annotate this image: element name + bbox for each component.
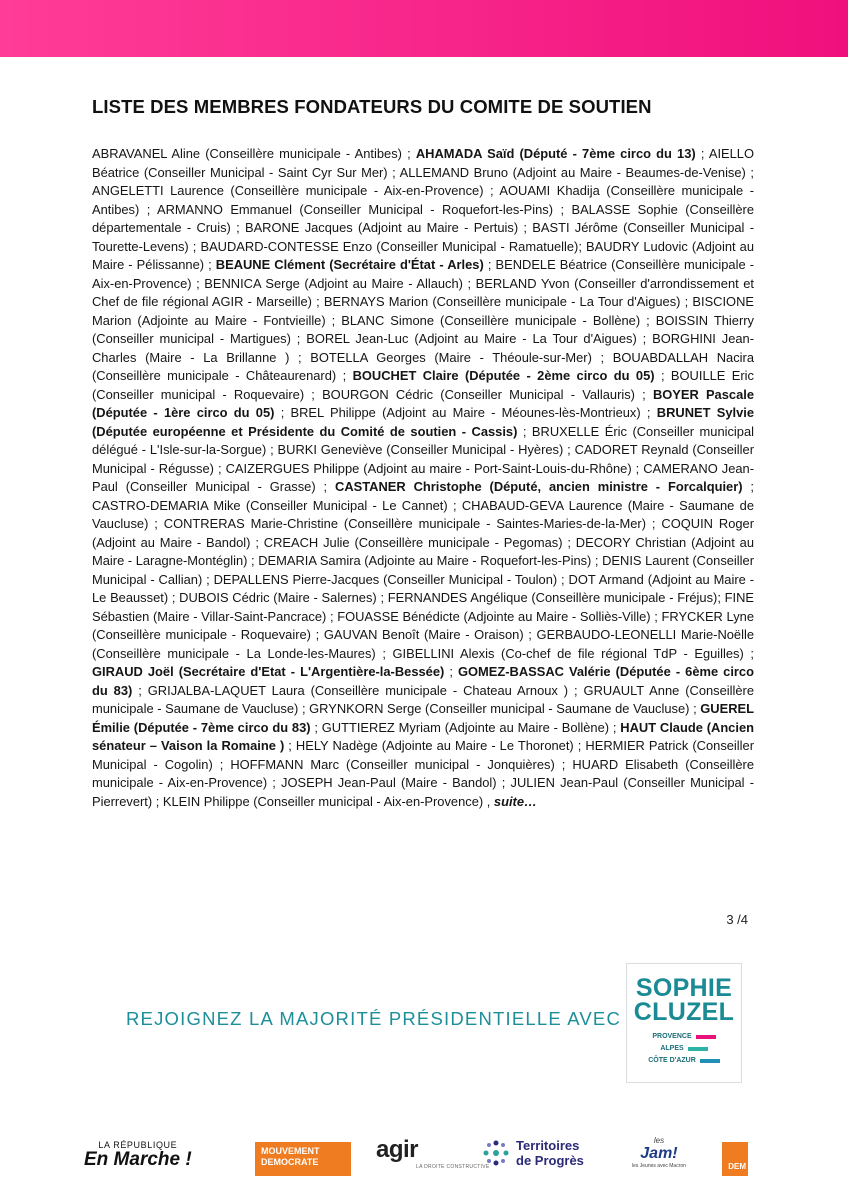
- logo-modem: [255, 1142, 351, 1176]
- candidate-logo: [626, 963, 742, 1083]
- member-segment-highlighted: CASTANER Christophe (Député, ancien ministre - Forcalquier): [335, 479, 743, 494]
- tdp-line-2: de Progrès: [516, 1153, 584, 1168]
- member-segment: ABRAVANEL Aline (Conseillère municipale - Antibes) ;: [92, 146, 416, 161]
- member-segment: ; HELY Nadège (Adjointe au Maire - Le Thoronet) ; HERMIER Patrick (Conseiller Municipal - Cogolin) ; HOFFMANN Marc (Conseiller municipal - Jonquières) ; HUARD Elisabeth (Conseillère municipale - Aix-en-Provence) ; JOSEPH Jean-Paul (Maire - Bandol) ; JULIEN Jean-Paul (Conseiller Municipal - Pierrevert) ; KLEIN Philippe (Conseiller municipal - Aix-en-Provence) ,: [92, 738, 754, 809]
- agir-subtitle: LA DROITE CONSTRUCTIVE: [416, 1164, 490, 1170]
- party-logos: [0, 1130, 848, 1190]
- stripe-teal: [688, 1047, 708, 1051]
- agir-text: agir: [376, 1136, 419, 1163]
- stripe-blue: [700, 1059, 720, 1063]
- candidate-last-name: CLUZEL: [633, 998, 735, 1026]
- suite-text: suite…: [493, 793, 537, 809]
- member-segment: ; GRIJALBA-LAQUET Laura (Conseillère municipale - Chateau Arnoux ) ; GRUAULT Anne (Conseillère municipale - Saumane de Vaucluse) ; GRYNKORN Serge (Conseiller municipal - Saumane de Vaucluse) ;: [92, 682, 754, 716]
- modem-line-2: DEMOCRATE: [261, 1157, 319, 1167]
- logo-dem: DEM: [722, 1142, 748, 1176]
- jam-subtitle: les Jeunes avec Macron: [632, 1163, 686, 1169]
- member-segment: ; BREL Philippe (Adjoint au Maire - Méounes-lès-Montrieux) ;: [274, 405, 657, 420]
- jam-text: Jam!: [640, 1145, 678, 1162]
- logo-lrem: [84, 1140, 192, 1170]
- member-segment-highlighted: BOYER Pascale (Députée - 1ère circo du 05): [92, 386, 754, 420]
- member-segment: ; AIELLO Béatrice (Conseiller Municipal - Saint Cyr Sur Mer) ; ALLEMAND Bruno (Adjoint au Maire - Beaumes-de-Venise) ; ANGELETTI Laurence (Conseillère municipale - Aix-en-Provence) ; AOUAMI Khadija (Conseillère municipale - Antibes) ; ARMANNO Emmanuel (Conseiller Municipal - Roquefort-les-Pins) ; BALASSE Sophie (Conseillère départementale - Cruis) ; BARONE Jacques (Adjoint au Maire - Pertuis) ; BASTI Jérôme (Conseiller Municipal - Tourette-Levens) ; BAUDARD-CONTESSE Enzo (Conseiller Municipal - Ramatuelle); BAUDRY Ludovic (Adjoint au Maire - Pélissanne) ;: [92, 146, 754, 272]
- logo-agir: [376, 1136, 490, 1170]
- member-segment: ; BOUILLE Eric (Conseiller municipal - Roquevaire) ; BOURGON Cédric (Conseiller Municipal - Vallauris) ;: [92, 368, 754, 402]
- members-list: [92, 145, 754, 811]
- member-segment: ;: [444, 664, 458, 679]
- jam-top-text: les: [653, 1136, 665, 1145]
- member-segment-highlighted: GIRAUD Joël (Secrétaire d'Etat - L'Argentière-la-Bessée): [92, 664, 445, 679]
- top-pink-band: [0, 0, 848, 57]
- region-cote-azur: CÔTE D'AZUR: [648, 1057, 696, 1064]
- member-segment: ; CASTRO-DEMARIA Mike (Conseiller Municipal - Le Cannet) ; CHABAUD-GEVA Laurence (Maire - Saumane de Vaucluse) ; CONTRERAS Marie-Christine (Conseillère municipale - Saintes-Maries-de-la-Mer) ; COQUIN Roger (Adjoint au Maire - Bandol) ; CREACH Julie (Conseillère municipale - Pegomas) ; DECORY Christian (Adjoint au Maire - Laragne-Montéglin) ; DEMARIA Samira (Adjointe au Maire - Roquefort-les-Pins) ; DENIS Laurent (Conseiller Municipal - Callian) ; DEPALLENS Pierre-Jacques (Conseiller Municipal - Toulon) ; DOT Armand (Adjoint au Maire - Le Beausset) ; DUBOIS Cédric (Maire - Salernes) ; FERNANDES Angélique (Conseillère municipale - Fréjus); FINE Sébastien (Maire - Villar-Saint-Pancrace) ; FOUASSE Bénédicte (Adjointe au Maire - Solliès-Ville) ; FRYCKER Lyne (Conseillère municipale - Roquevaire) ; GAUVAN Benoît (Maire - Oraison) ; GERBAUDO-LEONELLI Marie-Noëlle (Conseillère municipale - La Londe-les-Maures) ; GIBELLINI Alexis (Co-chef de file régional TdP - Eguilles) ;: [92, 479, 754, 661]
- member-segment: ; GUTTIEREZ Myriam (Adjointe au Maire - Bollène) ;: [310, 719, 621, 735]
- member-segment-highlighted: BRUNET Sylvie (Députée européenne et Présidente du Comité de soutien - Cassis): [92, 405, 754, 439]
- member-segment-highlighted: HAUT Claude (Ancien sénateur – Vaison la Romaine ): [92, 719, 754, 753]
- tdp-emblem-icon: [482, 1138, 510, 1168]
- member-segment-highlighted: AHAMADA Saïd (Député - 7ème circo du 13): [415, 146, 696, 161]
- member-segment-highlighted: GOMEZ-BASSAC Valérie (Députée - 6ème circo du 83): [92, 664, 754, 698]
- banner-slogan: REJOIGNEZ LA MAJORITÉ PRÉSIDENTIELLE AVEC: [126, 1008, 622, 1029]
- page-number: 3 /4: [726, 912, 748, 927]
- candidate-first-name: SOPHIE: [635, 974, 733, 1002]
- logo-jam: [632, 1136, 686, 1169]
- modem-line-1: MOUVEMENT: [261, 1146, 320, 1156]
- member-segment-highlighted: BEAUNE Clément (Secrétaire d'État - Arles): [215, 257, 484, 272]
- member-segment: ; BRUXELLE Éric (Conseiller municipal délégué - L'Isle-sur-la-Sorgue) ; BURKI Geneviève (Conseiller Municipal - Hyères) ; CADORET Reynald (Conseiller Municipal - Régusse) ; CAIZERGUES Philippe (Adjoint au maire - Port-Saint-Louis-du-Rhône) ; CAMERANO Jean-Paul (Conseiller Municipal - Grasse) ;: [92, 423, 754, 494]
- member-segment-highlighted: GUEREL Émilie (Députée - 7ème circo du 83): [92, 701, 754, 735]
- member-segment-highlighted: BOUCHET Claire (Députée - 2ème circo du 05): [352, 368, 655, 383]
- page-title: LISTE DES MEMBRES FONDATEURS DU COMITE DE SOUTIEN: [92, 96, 652, 117]
- region-provence: PROVENCE: [652, 1033, 692, 1040]
- stripe-pink: [696, 1035, 716, 1039]
- region-alpes: ALPES: [660, 1045, 684, 1052]
- lrem-bottom-text: En Marche !: [84, 1149, 192, 1170]
- lrem-top-text: LA RÉPUBLIQUE: [98, 1140, 178, 1150]
- member-segment: ; BENDELE Béatrice (Conseillère municipale - Aix-en-Provence) ; BENNICA Serge (Adjoint au Maire - Allauch) ; BERLAND Yvon (Conseiller d'arrondissement et Chef de file régional AGIR - Marseille) ; BERNAYS Marion (Conseillère municipale - La Tour d'Aigues) ; BISCIONE Marion (Adjointe au Maire - Fontvieille) ; BLANC Simone (Conseillère municipale - Bollène) ; BOISSIN Thierry (Conseiller municipal - Martigues) ; BOREL Jean-Luc (Adjoint au Maire - La Tour d'Aigues) ; BORGHINI Jean-Charles (Maire - La Brillanne ) ; BOTELLA Georges (Maire - Théoule-sur-Mer) ; BOUABDALLAH Nacira (Conseillère municipale - Châteaurenard) ;: [92, 257, 754, 383]
- logo-territoires-de-progres: [482, 1138, 584, 1168]
- tdp-line-1: Territoires: [516, 1138, 580, 1153]
